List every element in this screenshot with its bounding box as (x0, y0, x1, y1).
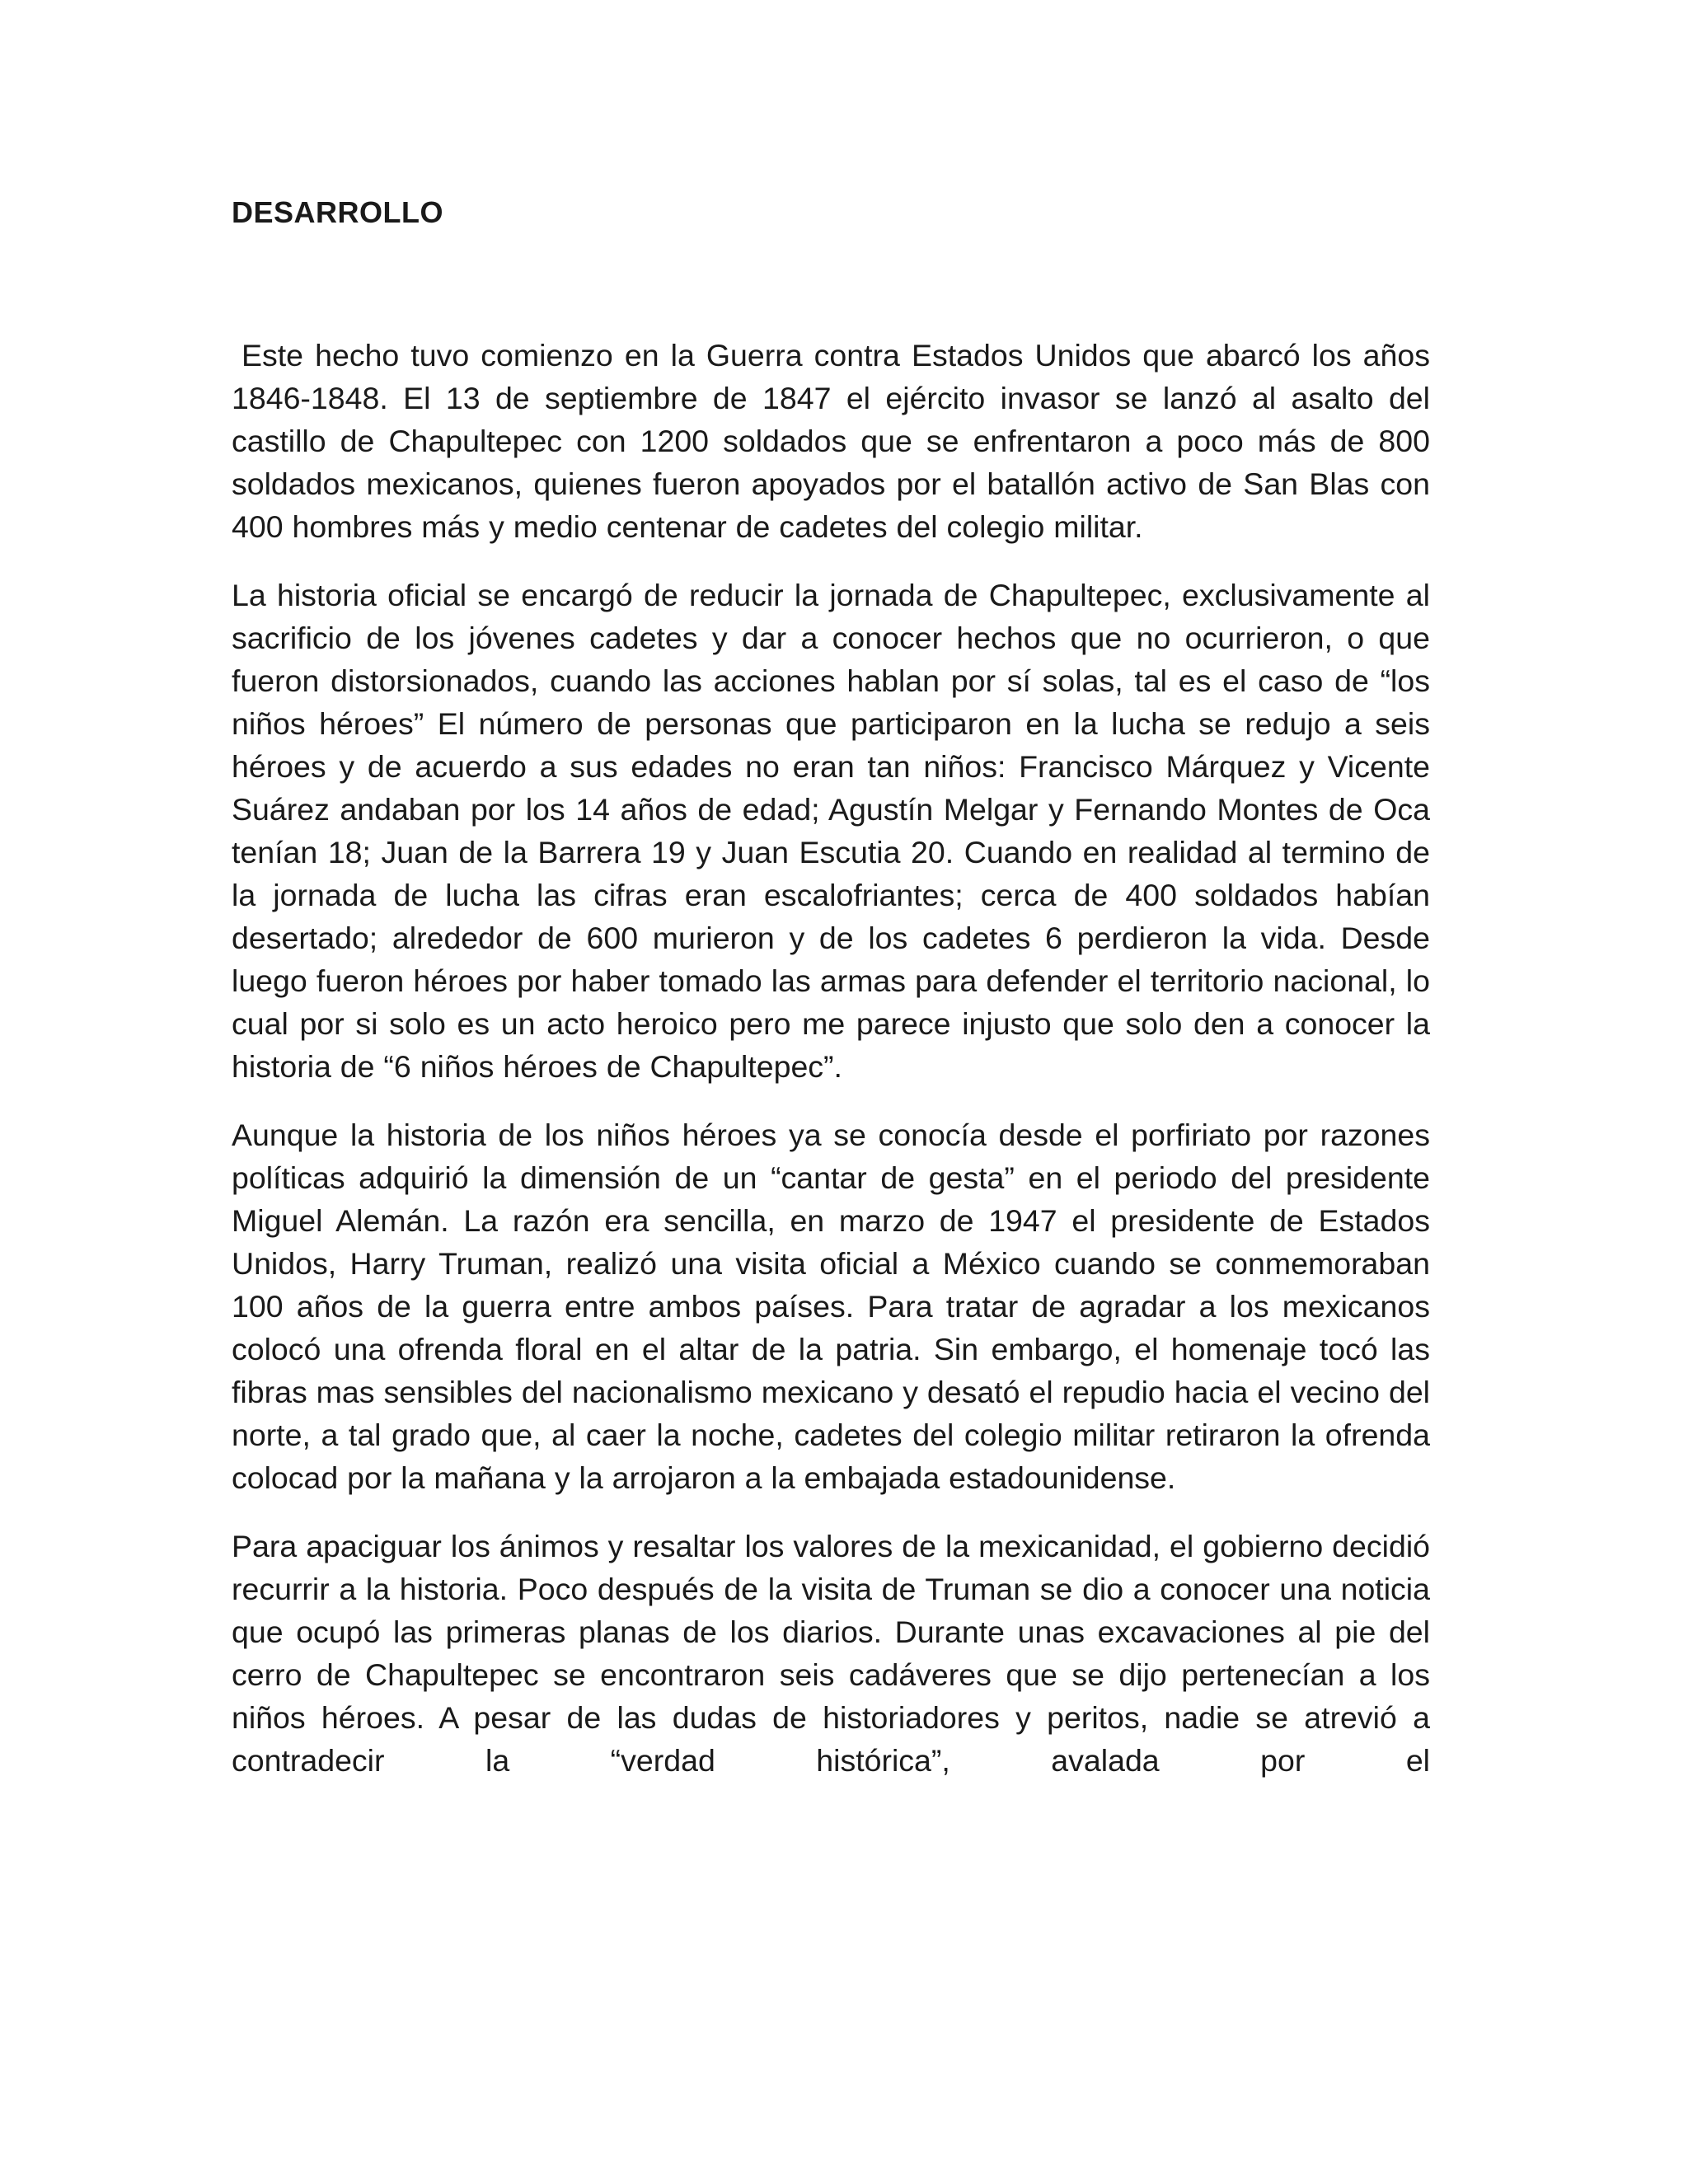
paragraph-1: Este hecho tuvo comienzo en la Guerra contra Estados Unidos que abarcó los años 1846-1848. El 13 de septiembre de 1847 el ejército invasor se lanzó al asalto del castillo de Chapultepec con 1200 soldados que se enfrentaron a poco más de 800 soldados mexicanos, quienes fueron apoyados por el batallón activo de San Blas con 400 hombres más y medio centenar de cadetes del colegio militar. (232, 338, 1430, 544)
paragraph-4: Para apaciguar los ánimos y resaltar los valores de la mexicanidad, el gobierno decidió recurrir a la historia. Poco después de la visita de Truman se dio a conocer una noticia que ocupó las primeras planas de los diarios. Durante unas excavaciones al pie del cerro de Chapultepec se encontraron seis cadáveres que se dijo pertenecían a los niños héroes. A pesar de las dudas de historiadores y peritos, nadie se atrevió a contradecir la “verdad histórica”, avalada por el (232, 1529, 1430, 1778)
paragraph-2: La historia oficial se encargó de reducir la jornada de Chapultepec, exclusivamente al sacrificio de los jóvenes cadetes y dar a conocer hechos que no ocurrieron, o que fueron distorsionados, cuando las acciones hablan por sí solas, tal es el caso de “los niños héroes” El número de personas que participaron en la lucha se redujo a seis héroes y de acuerdo a sus edades no eran tan niños: Francisco Márquez y Vicente Suárez andaban por los 14 años de edad; Agustín Melgar y Fernando Montes de Oca tenían 18; Juan de la Barrera 19 y Juan Escutia 20. Cuando en realidad al termino de la jornada de lucha las cifras eran escalofriantes; cerca de 400 soldados habían desertado; alrededor de 600 murieron y de los cadetes 6 perdieron la vida. Desde luego fueron héroes por haber tomado las armas para defender el territorio nacional, lo cual por si solo es un acto heroico pero me parece injusto que solo den a conocer la historia de “6 niños héroes de Chapultepec”. (232, 578, 1430, 1084)
section-heading: DESARROLLO (232, 195, 443, 229)
paragraph-3: Aunque la historia de los niños héroes ya se conocía desde el porfiriato por razones políticas adquirió la dimensión de un “cantar de gesta” en el periodo del presidente Miguel Alemán. La razón era sencilla, en marzo de 1947 el presidente de Estados Unidos, Harry Truman, realizó una visita oficial a México cuando se conmemoraban 100 años de la guerra entre ambos países. Para tratar de agradar a los mexicanos colocó una ofrenda floral en el altar de la patria. Sin embargo, el homenaje tocó las fibras mas sensibles del nacionalismo mexicano y desató el repudio hacia el vecino del norte, a tal grado que, al caer la noche, cadetes del colegio militar retiraron la ofrenda colocad por la mañana y la arrojaron a la embajada estadounidense. (232, 1118, 1430, 1495)
document-body (232, 194, 1430, 1782)
